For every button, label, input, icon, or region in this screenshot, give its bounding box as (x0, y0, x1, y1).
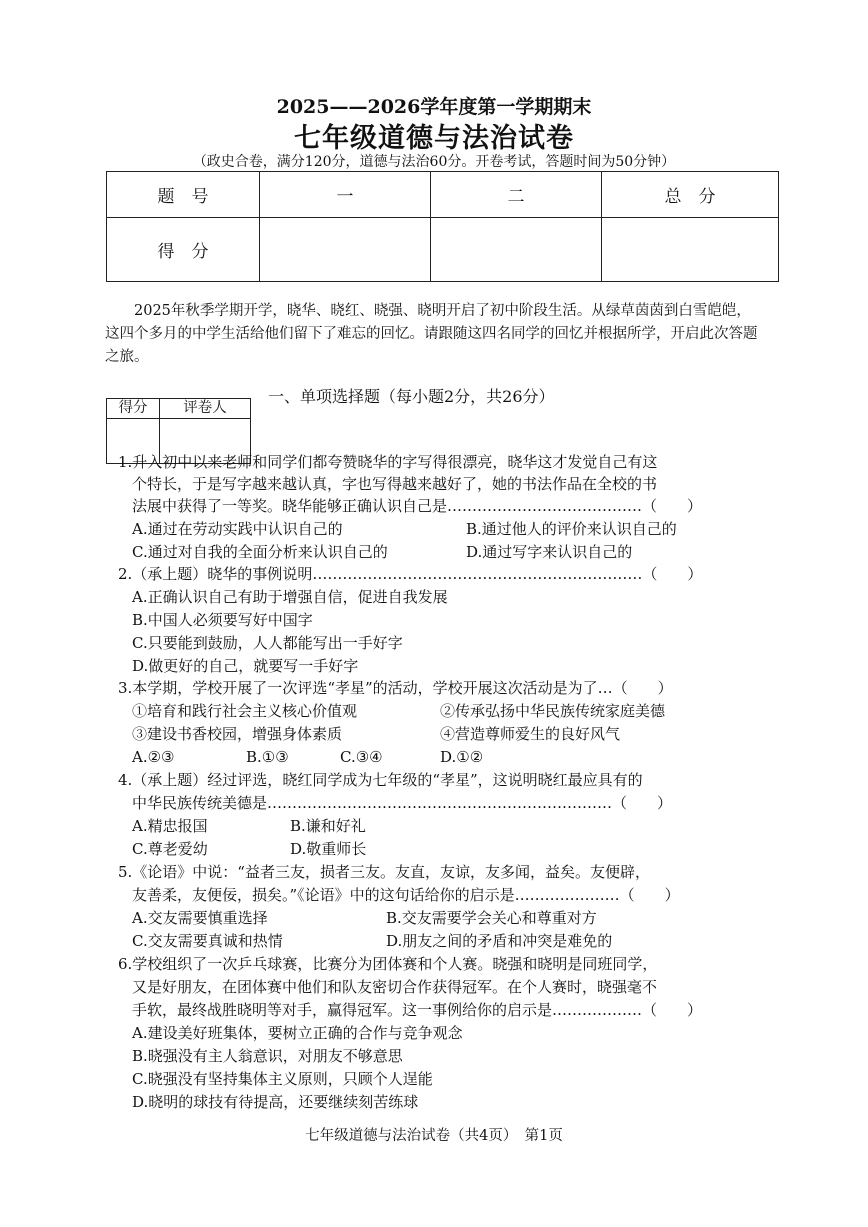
q3-statement-3: ③建设书香校园，增强身体素质 (132, 725, 343, 743)
intro-text: 2025年秋季学期开学，晓华、晓红、晓强、晓明开启了初中阶段生活。从绿草茵茵到白雪皑皑，这四个多月的中学生活给他们留下了难忘的回忆。请跟随这四名同学的回忆并根据所学，开启此次答题之旅。 (105, 303, 758, 365)
q3-option-a[interactable]: A.②③ (132, 748, 175, 766)
q2-option-a[interactable]: A.正确认识自己有助于增强自信，促进自我发展 (132, 588, 448, 606)
q1-option-a[interactable]: A.通过在劳动实践中认识自己的 (132, 520, 343, 538)
q3-statement-2: ②传承弘扬中华民族传统家庭美德 (440, 702, 666, 720)
q4-option-a[interactable]: A.精忠报国 (132, 817, 208, 835)
q3-option-b[interactable]: B.①③ (246, 748, 289, 766)
q1-option-b[interactable]: B.通过他人的评价来认识自己的 (466, 520, 677, 538)
grader-name-label: 评卷人 (160, 399, 251, 419)
q4-line1: 4.（承上题）经过评选，晓红同学成为七年级的“孝星”，这说明晓红最应具有的 (118, 771, 643, 789)
q5-line1: 5.《论语》中说：“益者三友，损者三友。友直，友谅，友多闻，益矣。友便辟， (118, 863, 650, 881)
intro-paragraph (105, 300, 760, 369)
q6-line1: 6.学校组织了一次乒乓球赛，比赛分为团体赛和个人赛。晓强和晓明是同班同学， (118, 955, 658, 973)
q1-line2: 个特长，于是写字越来越认真，字也写得越来越好了，她的书法作品在全校的书 (132, 475, 658, 493)
q6-line3: 手软，最终战胜晓明等对手，赢得冠军。这一事例给你的启示是………………（ ） (132, 1001, 703, 1019)
q6-option-d[interactable]: D.晓明的球技有待提高，还要继续刻苦练球 (132, 1093, 419, 1111)
q2-option-c[interactable]: C.只要能到鼓励，人人都能写出一手好字 (132, 634, 403, 652)
q4-option-c[interactable]: C.尊老爱幼 (132, 840, 208, 858)
q3-option-d[interactable]: D.①② (440, 748, 484, 766)
score-header-part2: 二 (431, 172, 602, 218)
q1-line3: 法展中获得了一等奖。晓华能够正确认识自己是…………………………………（ ） (132, 497, 703, 515)
score-header-part1: 一 (260, 172, 431, 218)
score-row-label: 得 分 (107, 218, 260, 282)
q6-option-b[interactable]: B.晓强没有主人翁意识，对朋友不够意思 (132, 1047, 403, 1065)
q2-option-d[interactable]: D.做更好的自己，就要写一手好字 (132, 657, 359, 675)
q6-line2: 又是好朋友，在团体赛中他们和队友密切合作获得冠军。在个人赛时，晓强毫不 (132, 978, 658, 996)
score-header-total: 总 分 (602, 172, 779, 218)
score-cell-total[interactable] (602, 218, 779, 282)
exam-note: （政史合卷，满分120分，道德与法治60分。开卷考试，答题时间为50分钟） (192, 154, 676, 170)
grader-score-label: 得分 (107, 399, 160, 419)
q6-option-c[interactable]: C.晓强没有坚持集体主义原则，只顾个人逞能 (132, 1070, 433, 1088)
q1-line1: 1.升入初中以来老师和同学们都夸赞晓华的字写得很漂亮，晓华这才发觉自己有这 (118, 453, 658, 471)
q1-option-d[interactable]: D.通过写字来认识自己的 (466, 543, 633, 561)
q2-option-b[interactable]: B.中国人必须要写好中国字 (132, 611, 313, 629)
q3-statement-4: ④营造尊师爱生的良好风气 (440, 725, 621, 743)
q3-option-c[interactable]: C.③④ (340, 748, 383, 766)
score-table (106, 171, 779, 282)
section-title: 一、单项选择题（每小题2分，共26分） (268, 387, 555, 406)
q3-statement-1: ①培育和践行社会主义核心价值观 (132, 702, 358, 720)
q1-option-c[interactable]: C.通过对自我的全面分析来认识自己的 (132, 543, 388, 561)
q3-line1: 3.本学期，学校开展了一次评选“孝星”的活动，学校开展这次活动是为了…（ ） (118, 679, 673, 697)
q5-line2: 友善柔，友便佞，损矣。”《论语》中的这句话给你的启示是…………………（ ） (132, 886, 680, 904)
score-header-item: 题 号 (107, 172, 260, 218)
q4-option-b[interactable]: B.谦和好礼 (290, 817, 366, 835)
q5-option-d[interactable]: D.朋友之间的矛盾和冲突是难免的 (386, 932, 613, 950)
q5-option-b[interactable]: B.交友需要学会关心和尊重对方 (386, 909, 597, 927)
q6-option-a[interactable]: A.建设美好班集体，要树立正确的合作与竞争观念 (132, 1024, 463, 1042)
q5-option-c[interactable]: C.交友需要真诚和热情 (132, 932, 283, 950)
exam-term-heading: 2025——2026学年度第一学期期末 (276, 96, 592, 118)
score-cell-part2[interactable] (431, 218, 602, 282)
exam-title: 七年级道德与法治试卷 (294, 123, 574, 154)
q4-line2: 中华民族传统美德是……………………………………………………………（ ） (132, 794, 673, 812)
score-cell-part1[interactable] (260, 218, 431, 282)
page-footer: 七年级道德与法治试卷（共4页） 第1页 (305, 1128, 563, 1144)
q4-option-d[interactable]: D.敬重师长 (290, 840, 367, 858)
q5-option-a[interactable]: A.交友需要慎重选择 (132, 909, 268, 927)
q2-line1: 2.（承上题）晓华的事例说明…………………………………………………………（ ） (118, 565, 703, 583)
